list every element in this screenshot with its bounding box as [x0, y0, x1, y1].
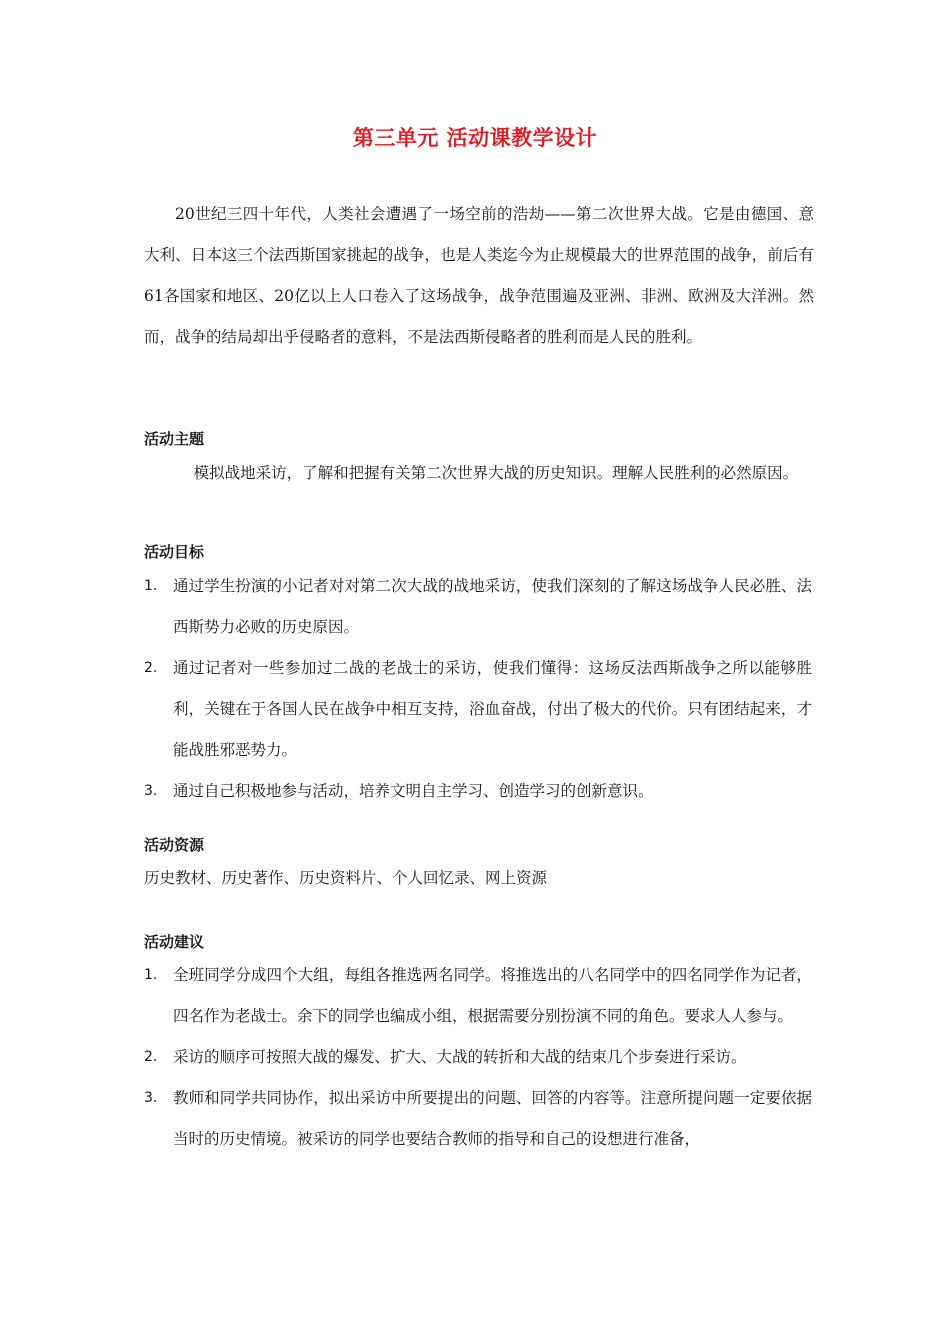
- resources-text: 历史教材、历史著作、历史资料片、个人回忆录、网上资源: [144, 869, 548, 887]
- theme-text: 模拟战地采访，了解和把握有关第二次世界大战的历史知识。理解人民胜利的必然原因。: [193, 464, 799, 482]
- resources-heading: 活动资源: [144, 836, 205, 854]
- list-item-text: 通过学生扮演的小记者对对第二次大战的战地采访，使我们深刻的了解这场战争人民必胜、法西斯势力必败的历史原因。: [173, 577, 812, 636]
- list-item-text: 采访的顺序可按照大战的爆发、扩大、大战的转折和大战的结束几个步奏进行采访。: [173, 1048, 747, 1066]
- list-item-text: 教师和同学共同协作，拟出采访中所要提出的问题、回答的内容等。注意所提问题一定要依据当时的历史情境。被采访的同学也要结合教师的指导和自己的设想进行准备，: [173, 1089, 812, 1148]
- list-item: [144, 1078, 812, 1160]
- list-item-number: 3.: [144, 1090, 158, 1106]
- intro-paragraph: 20世纪三四十年代，人类社会遭遇了一场空前的浩劫——第二次世界大战。它是由德国、意大利、日本这三个法西斯国家挑起的战争，也是人类迄今为止规模最大的世界范围的战争，前后有61各国家和地区、20亿以上人口卷入了这场战争，战争范围遍及亚洲、非洲、欧洲及大洋洲。然而，战争的结局却出乎侵略者的意料，不是法西斯侵略者的胜利而是人民的胜利。: [144, 205, 814, 346]
- page-title: 第三单元 活动课教学设计: [352, 126, 598, 150]
- suggestions-list: [144, 955, 812, 1160]
- list-item-number: 1.: [144, 967, 158, 983]
- goals-heading: 活动目标: [144, 543, 205, 561]
- suggestions-heading: 活动建议: [144, 933, 205, 951]
- list-item: [144, 1037, 812, 1078]
- list-item-number: 3.: [144, 783, 158, 799]
- goals-list: [144, 566, 812, 812]
- list-item: [144, 771, 812, 812]
- list-item-text: 全班同学分成四个大组，每组各推选两名同学。将推选出的八名同学中的四名同学作为记者，四名作为老战士。余下的同学也编成小组，根据需要分别扮演不同的角色。要求人人参与。: [173, 966, 812, 1025]
- list-item: [144, 955, 812, 1037]
- list-item: [144, 648, 812, 771]
- list-item-number: 2.: [144, 660, 158, 676]
- theme-heading: 活动主题: [144, 430, 205, 448]
- list-item-number: 1.: [144, 578, 158, 594]
- list-item: [144, 566, 812, 648]
- list-item-number: 2.: [144, 1049, 158, 1065]
- list-item-text: 通过自己积极地参与活动，培养文明自主学习、创造学习的创新意识。: [173, 782, 654, 800]
- list-item-text: 通过记者对一些参加过二战的老战士的采访，使我们懂得：这场反法西斯战争之所以能够胜利，关键在于各国人民在战争中相互支持，浴血奋战，付出了极大的代价。只有团结起来，才能战胜邪恶势力。: [173, 659, 812, 759]
